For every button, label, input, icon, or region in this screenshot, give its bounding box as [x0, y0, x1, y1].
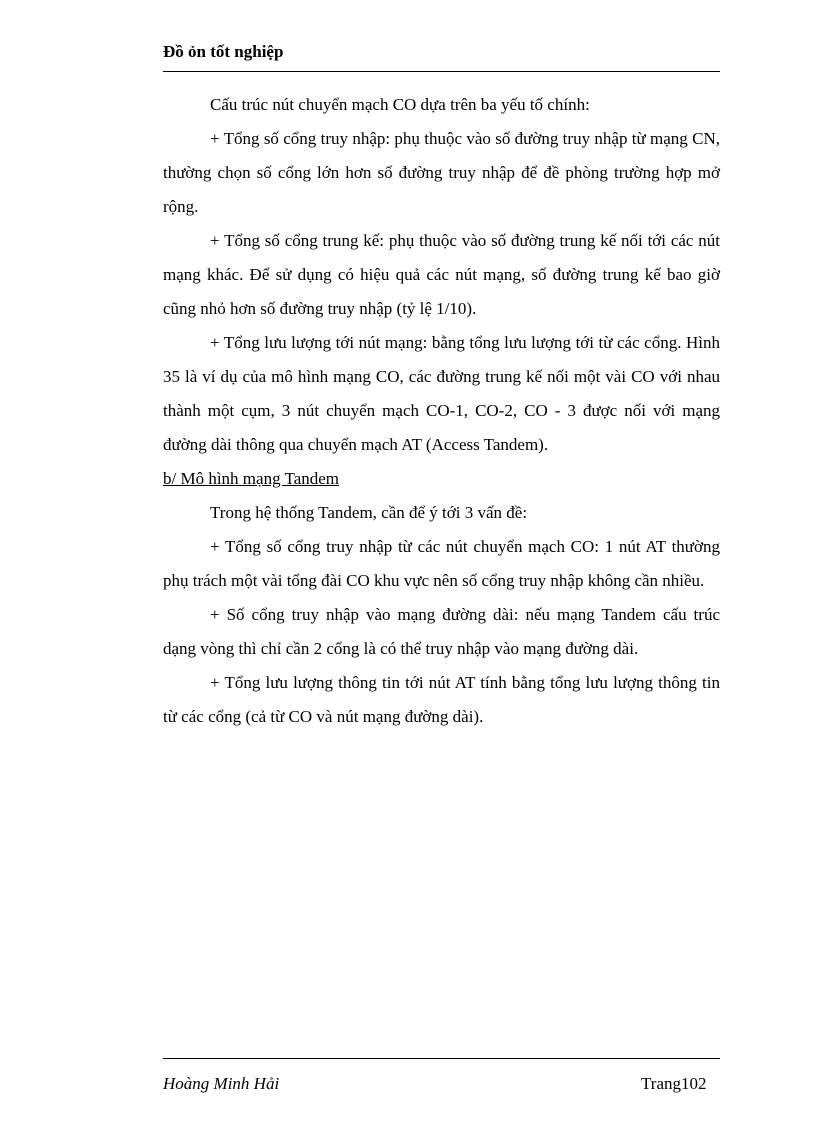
paragraph-access-ports: + Tổng số cổng truy nhập: phụ thuộc vào số đường truy nhập từ mạng CN, thường chọn số cổng lớn hơn số đường truy nhập để đề phòng trường hợp mở rộng. [163, 129, 720, 216]
paragraph-tandem-intro: Trong hệ thống Tandem, cần để ý tới 3 vấn đề: [210, 503, 528, 522]
paragraph-tandem-longdistance: + Số cổng truy nhập vào mạng đường dài: nếu mạng Tandem cấu trúc dạng vòng thì chỉ cần 2 cổng là có thể truy nhập vào mạng đường dài. [163, 605, 720, 658]
footer-author: Hoàng Minh Hải [163, 1074, 280, 1093]
paragraph-tandem-traffic: + Tổng lưu lượng thông tin tới nút AT tính bằng tổng lưu lượng thông tin từ các cổng (cả từ CO và nút mạng đường dài). [163, 673, 720, 726]
footer-divider [163, 1058, 720, 1059]
document-body [163, 88, 720, 734]
page-header-title: Đồ ỏn tốt nghiệp [163, 42, 284, 61]
paragraph-trunk-ports: + Tổng số cổng trung kế: phụ thuộc vào số đường trung kế nối tới các nút mạng khác. Để sử dụng có hiệu quả các nút mạng, số đường trung kế bao giờ cũng nhỏ hơn số đường truy nhập (tỷ lệ 1/10). [163, 231, 720, 318]
paragraph-traffic: + Tổng lưu lượng tới nút mạng: bằng tổng lưu lượng tới từ các cổng. Hình 35 là ví dụ của mô hình mạng CO, các đường trung kế nối một vài CO với nhau thành một cụm, 3 nút chuyển mạch CO-1, CO-2, CO - 3 được nối với mạng đường dài thông qua chuyển mạch AT (Access Tandem). [163, 333, 720, 454]
header-divider [163, 71, 720, 72]
page-number: Trang102 [641, 1074, 707, 1093]
section-heading-tandem: b/ Mô hình mạng Tandem [163, 469, 340, 488]
paragraph-intro: Cấu trúc nút chuyển mạch CO dựa trên ba yếu tố chính: [210, 95, 590, 114]
paragraph-tandem-access: + Tổng số cổng truy nhập từ các nút chuyển mạch CO: 1 nút AT thường phụ trách một vài tổng đài CO khu vực nên số cổng truy nhập không cần nhiều. [163, 537, 720, 590]
